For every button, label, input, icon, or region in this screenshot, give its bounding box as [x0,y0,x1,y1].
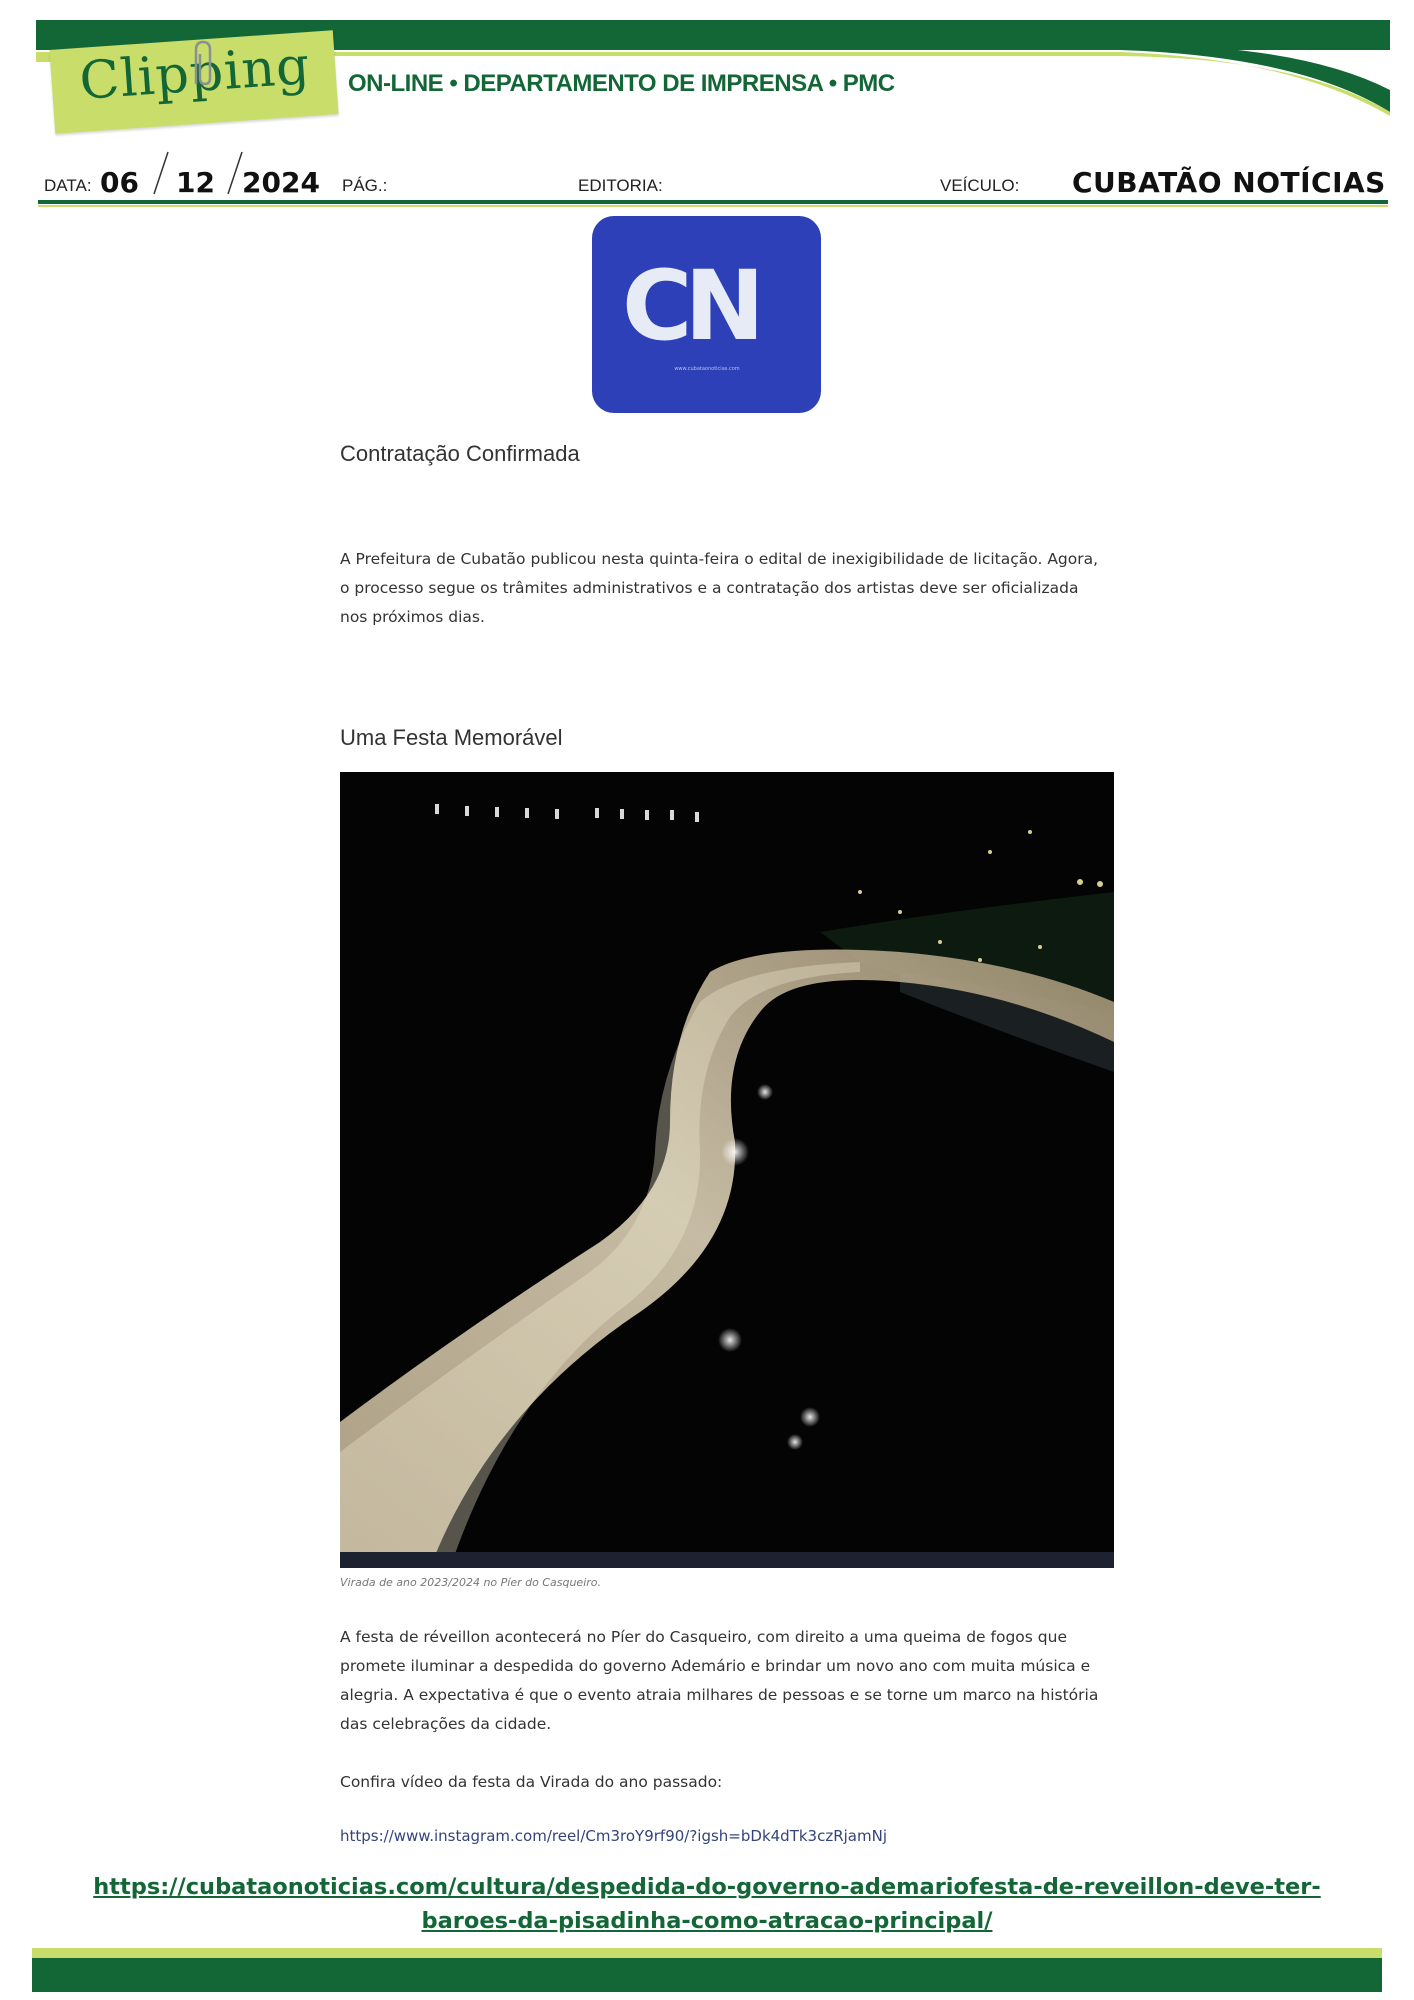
meta-divider-accent [38,205,1388,207]
date-separator [224,150,244,196]
paperclip-icon [186,38,220,88]
date-separator [150,150,170,196]
date-day: 06 [100,166,139,199]
date-month: 12 [176,166,215,199]
source-url[interactable] [60,1870,1354,1938]
footer-band [32,1958,1382,1992]
vehicle-label: VEÍCULO: [940,176,1020,195]
logo-url: www.cubataonoticias.com [674,366,740,372]
logo-text: CN [622,250,757,362]
heading-contratacao: Contratação Confirmada [340,441,580,466]
date-year: 2024 [242,166,320,199]
reveillon-photo [340,772,1114,1568]
vehicle-name: CUBATÃO NOTÍCIAS [1072,166,1386,199]
date-label: DATA: [44,176,92,195]
cubatao-noticias-logo [592,216,821,413]
footer-band-accent [32,1948,1382,1958]
clipping-label-text: Clipping [77,35,313,112]
paragraph-reveillon: A festa de réveillon acontecerá no Píer do Casqueiro, com direito a uma queima de fogos que promete iluminar a despedida do governo Ademário e brindar um novo ano com muita música e alegria. A expectativa é que o evento atraia milhares de pessoas e se torne um marco na história das celebrações da cidade. [340,1628,1099,1733]
department-title: ON-LINE • DEPARTAMENTO DE IMPRENSA • PMC [348,70,895,97]
meta-divider [38,200,1388,204]
photo-caption: Virada de ano 2023/2024 no Píer do Casqueiro. [340,1576,602,1589]
section-label: EDITORIA: [578,176,663,195]
paragraph-video: Confira vídeo da festa da Virada do ano passado: [340,1773,723,1791]
paragraph-edital: A Prefeitura de Cubatão publicou nesta quinta-feira o edital de inexigibilidade de licitação. Agora, o processo segue os trâmites administrativos e a contratação dos artistas deve ser oficializada nos próximos dias. [340,550,1099,626]
source-url-line-1[interactable]: https://cubataonoticias.com/cultura/despedida-do-governo-ademariofesta-de-reveillon-deve-ter- [93,1874,1321,1900]
instagram-link[interactable]: https://www.instagram.com/reel/Cm3roY9rf90/?igsh=bDk4dTk3czRjamNj [340,1827,887,1845]
heading-festa: Uma Festa Memorável [340,725,563,750]
page-label: PÁG.: [342,176,388,195]
source-url-line-2[interactable]: baroes-da-pisadinha-como-atracao-principal/ [421,1908,993,1934]
